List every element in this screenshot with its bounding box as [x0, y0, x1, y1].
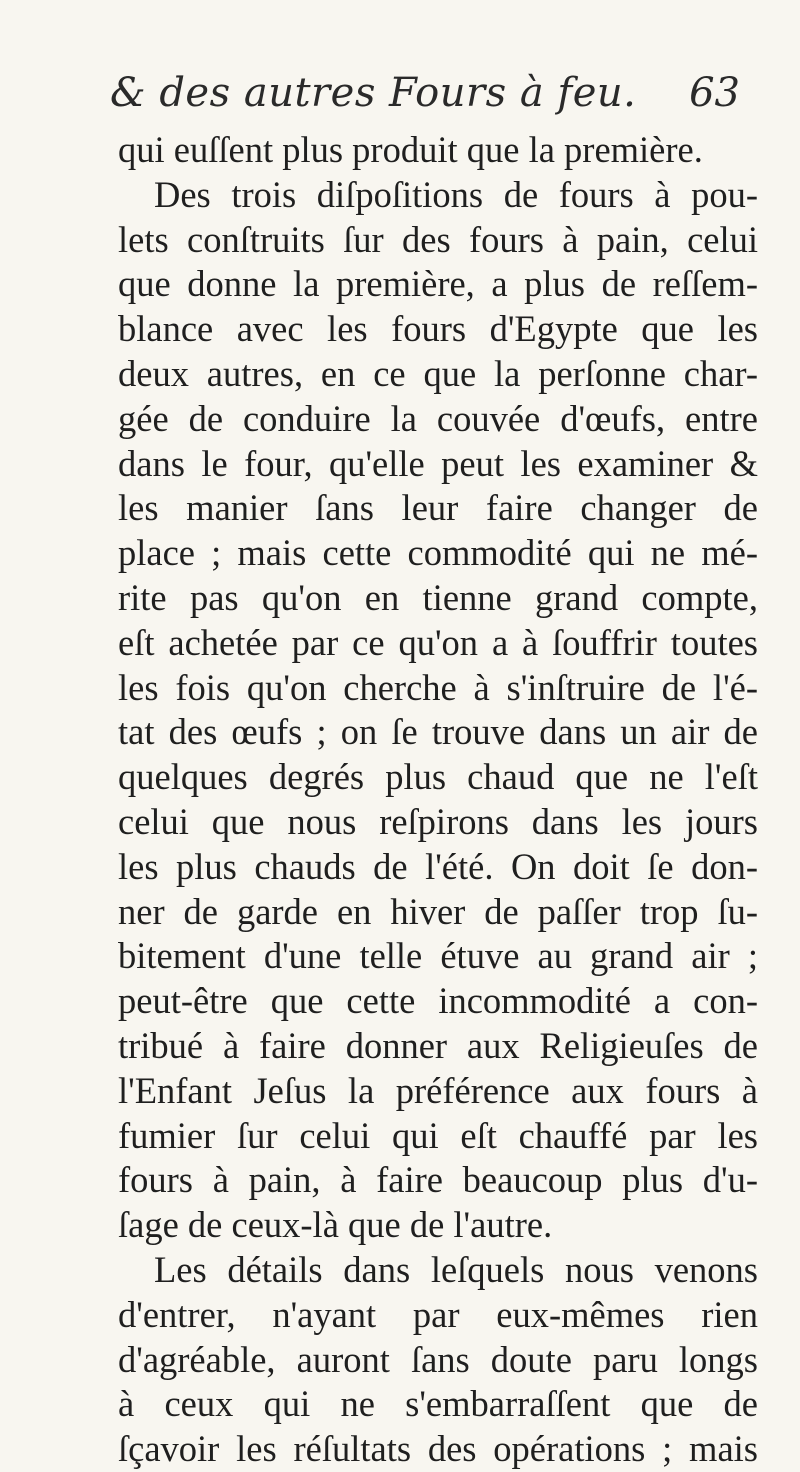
text-line: à ceux qui ne s'embarraſſent que de: [118, 1383, 758, 1425]
text-line: celui que nous reſpirons dans les jours: [118, 800, 758, 842]
running-header: [110, 70, 740, 126]
text-line: peut-être que cette incommodité a con-: [118, 980, 758, 1022]
text-line: ſage de ceux-là que de l'autre.: [118, 1204, 553, 1246]
text-line: eſt achetée par ce qu'on a à ſouffrir toutes: [118, 621, 758, 663]
text-line: Les détails dans leſquels nous venons: [154, 1248, 758, 1290]
text-line: tat des œufs ; on ſe trouve dans un air de: [118, 711, 758, 753]
text-line: deux autres, en ce que la perſonne char-: [118, 352, 758, 394]
body-text: [118, 128, 758, 1472]
text-line: les plus chauds de l'été. On doit ſe don-: [118, 845, 758, 887]
text-line: qui euſſent plus produit que la première.: [118, 129, 703, 170]
text-line: blance avec les fours d'Egypte que les: [118, 308, 758, 350]
text-line: rite pas qu'on en tienne grand compte,: [118, 576, 758, 618]
text-line: Des trois diſpoſitions de fours à pou-: [154, 173, 758, 215]
text-line: ner de garde en hiver de paſſer trop ſu-: [118, 890, 758, 932]
text-line: fours à pain, à faire beaucoup plus d'u-: [118, 1159, 758, 1201]
text-line: lets conſtruits ſur des fours à pain, celui: [118, 218, 758, 260]
text-line: dans le four, qu'elle peut les examiner &: [118, 442, 758, 484]
text-line: ſçavoir les réſultats des opérations ; mais: [118, 1428, 758, 1470]
text-line: quelques degrés plus chaud que ne l'eſt: [118, 756, 758, 798]
running-title: & des autres Fours à feu.: [110, 70, 637, 116]
text-line: place ; mais cette commodité qui ne mé-: [118, 532, 758, 574]
page-number: 63: [689, 70, 740, 116]
text-line: d'agréable, auront ſans doute paru longs: [118, 1338, 758, 1380]
text-line: gée de conduire la couvée d'œufs, entre: [118, 397, 758, 439]
text-line: d'entrer, n'ayant par eux-mêmes rien: [118, 1293, 758, 1335]
text-line: que donne la première, a plus de reſſem-: [118, 263, 758, 305]
text-line: fumier ſur celui qui eſt chauffé par les: [118, 1114, 758, 1156]
text-line: bitement d'une telle étuve au grand air ;: [118, 935, 758, 977]
text-line: tribué à faire donner aux Religieuſes de: [118, 1024, 758, 1066]
text-line: l'Enfant Jeſus la préférence aux fours à: [118, 1069, 758, 1111]
text-line: les manier ſans leur faire changer de: [118, 487, 758, 529]
text-line: les fois qu'on cherche à s'inſtruire de l'é-: [118, 666, 758, 708]
